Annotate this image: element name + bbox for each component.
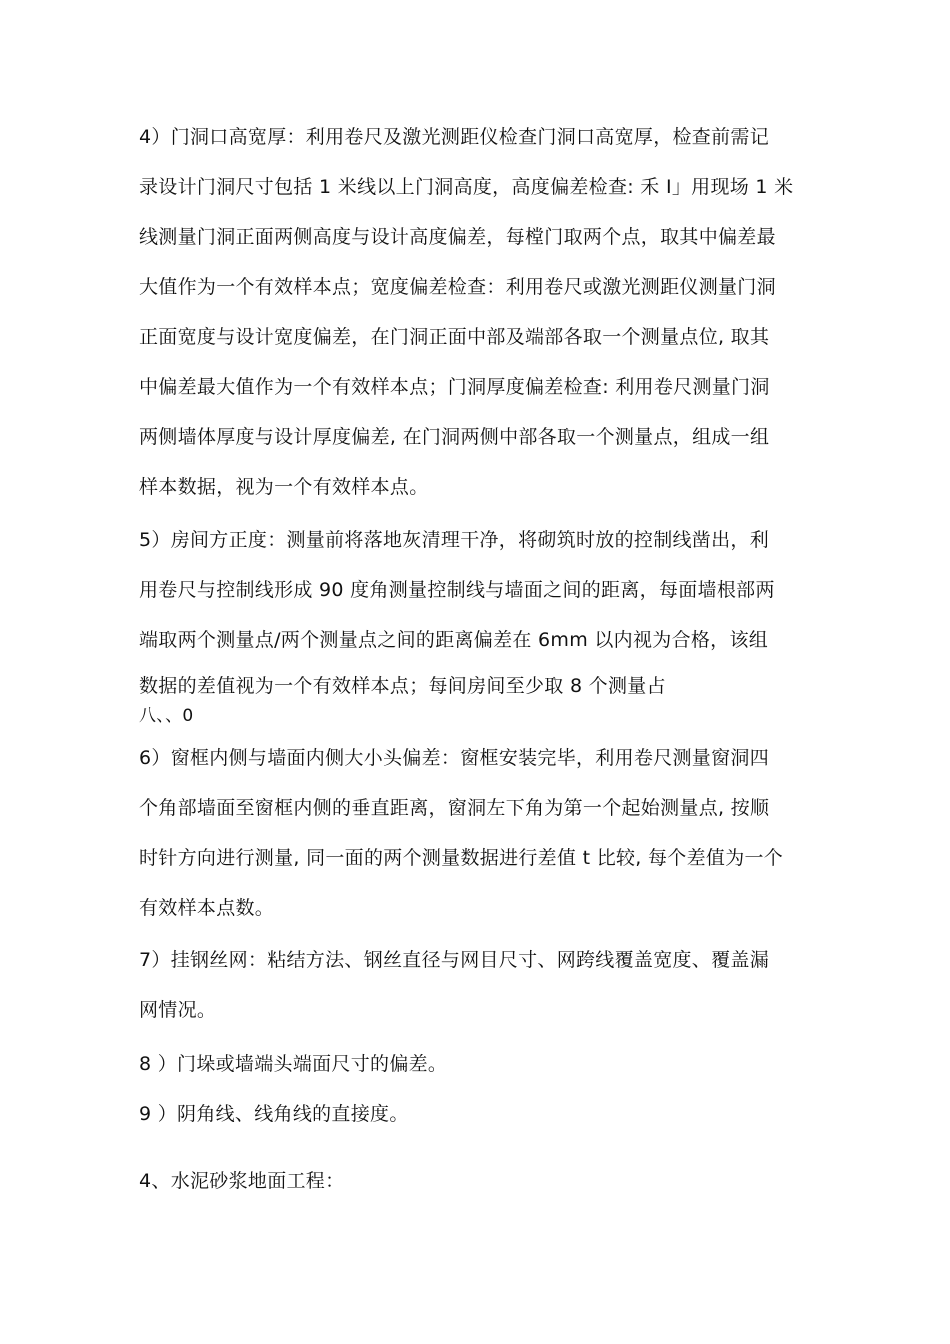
text-line: 样本数据，视为一个有效样本点。 [139,476,429,498]
text-line: 有效样本点数。 [139,897,275,919]
text-line: 正面宽度与设计宽度偏差，在门洞正面中部及端部各取一个测量点位, 取其 [139,326,770,348]
text-line: 个角部墙面至窗框内侧的垂直距离，窗洞左下角为第一个起始测量点, 按顺 [139,797,770,819]
text-line: 时针方向进行测量, 同一面的两个测量数据进行差值 t 比较, 每个差值为一个 [139,847,784,869]
text-line: 7）挂钢丝网：粘结方法、钢丝直径与网目尺寸、网跨线覆盖宽度、覆盖漏 [139,949,769,971]
text-line: 用卷尺与控制线形成 90 度角测量控制线与墙面之间的距离，每面墙根部两 [139,579,775,601]
text-line: 线测量门洞正面两侧高度与设计高度偏差，每樘门取两个点，取其中偏差最 [139,226,776,248]
text-line: 录设计门洞尺寸包括 1 米线以上门洞高度，高度偏差检查: 禾 I」用现场 1 米 [139,176,794,198]
text-line: 两侧墙体厚度与设计厚度偏差, 在门洞两侧中部各取一个测量点，组成一组 [139,426,770,448]
text-line: 5）房间方正度：测量前将落地灰清理干净，将砌筑时放的控制线凿出，利 [139,529,769,551]
text-line: 端取两个测量点/两个测量点之间的距离偏差在 6mm 以内视为合格，该组 [139,629,769,651]
section-heading: 4、水泥砂浆地面工程： [139,1170,345,1192]
text-line: 数据的差值视为一个有效样本点；每间房间至少取 8 个测量占 [139,675,666,697]
text-line: 大值作为一个有效样本点；宽度偏差检查：利用卷尺或激光测距仪测量门洞 [139,276,776,298]
text-line: 4）门洞口高宽厚：利用卷尺及激光测距仪检查门洞口高宽厚，检查前需记 [139,126,769,148]
text-line: 网情况。 [139,999,217,1021]
text-line: 9 ）阴角线、线角线的直接度。 [139,1103,409,1125]
text-line: 8 ）门垛或墙端头端面尺寸的偏差。 [139,1053,448,1075]
text-line: 八、、0 [139,706,194,726]
text-line: 中偏差最大值作为一个有效样本点；门洞厚度偏差检查: 利用卷尺测量门洞 [139,376,770,398]
text-line: 6）窗框内侧与墙面内侧大小头偏差：窗框安装完毕，利用卷尺测量窗洞四 [139,747,769,769]
